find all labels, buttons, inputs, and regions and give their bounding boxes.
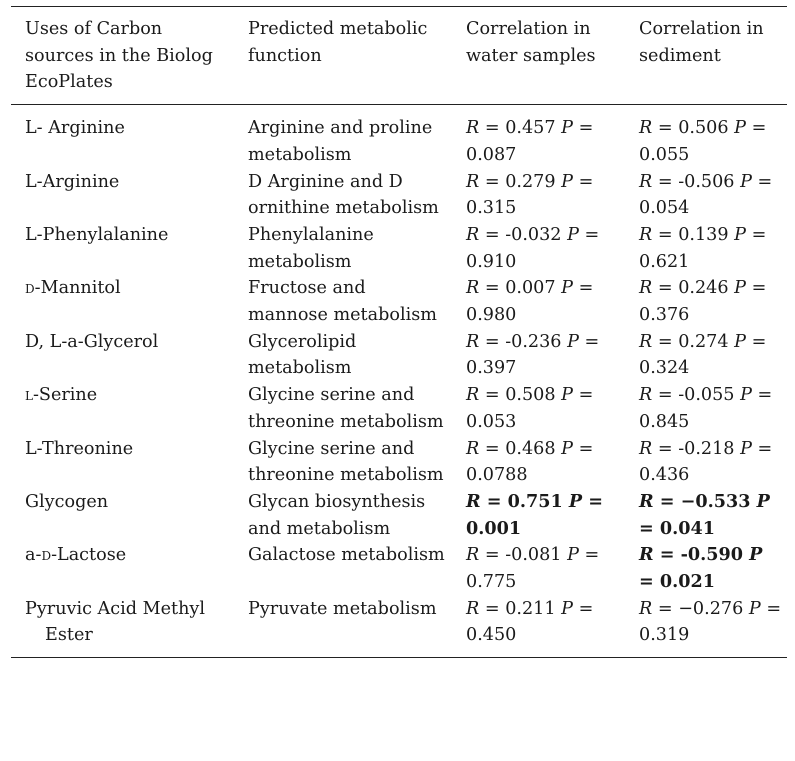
- r-symbol: R: [466, 545, 480, 566]
- r-value: -0.218: [678, 438, 735, 459]
- table-header-row: [11, 7, 787, 104]
- r-symbol: R: [639, 438, 653, 459]
- cell-correlation-water: R = 0.279 P = 0.315: [466, 171, 594, 219]
- p-symbol: P: [561, 171, 573, 192]
- cell-correlation-sediment: R = −0.533 P = 0.041: [639, 490, 770, 539]
- p-value: 0.436: [639, 465, 690, 486]
- p-value: 0.315: [466, 198, 517, 219]
- p-symbol: P: [740, 385, 752, 406]
- carbon-source-prefix: d: [25, 278, 35, 299]
- cell-carbon-source: [11, 115, 234, 168]
- carbon-source-name: L-Phenylalanine: [25, 224, 169, 245]
- cell-correlation-water: R = -0.032 P = 0.910: [466, 224, 600, 272]
- table-row: [11, 115, 787, 168]
- cell-correlation-water: R = -0.081 P = 0.775: [466, 545, 600, 593]
- p-symbol: P: [740, 438, 752, 459]
- carbon-source-name: L- Arginine: [25, 118, 125, 139]
- p-symbol: P: [561, 385, 573, 406]
- r-value: 0.508: [505, 385, 556, 406]
- p-value: 0.621: [639, 251, 690, 272]
- cell-carbon-source: [11, 222, 234, 275]
- carbon-source-name: L-Arginine: [25, 171, 120, 192]
- cell-carbon-source: [11, 489, 234, 542]
- r-symbol: R: [466, 278, 480, 299]
- cell-correlation-sediment: R = −0.276 P = 0.319: [639, 598, 782, 646]
- cell-correlation-water: R = 0.457 P = 0.087: [466, 118, 594, 165]
- r-symbol: R: [466, 224, 480, 245]
- table-row: [11, 542, 787, 595]
- p-value: 0.397: [466, 358, 517, 379]
- r-value: -0.081: [505, 545, 562, 566]
- p-value: 0.055: [639, 144, 690, 165]
- cell-carbon-source: [11, 382, 234, 435]
- table-body: [11, 105, 787, 657]
- cell-carbon-source: [11, 329, 234, 382]
- r-value: 0.279: [505, 171, 556, 192]
- p-value: 0.319: [639, 625, 690, 646]
- cell-metabolic-function: Galactose metabolism: [248, 545, 445, 566]
- p-symbol: P: [734, 224, 746, 245]
- r-value: 0.457: [505, 118, 556, 139]
- r-symbol: R: [639, 118, 653, 139]
- r-symbol: R: [639, 544, 654, 566]
- p-value: 0.001: [466, 517, 522, 539]
- p-value: 0.087: [466, 144, 517, 165]
- r-symbol: R: [466, 490, 481, 512]
- cell-carbon-source: [11, 436, 234, 489]
- r-symbol: R: [639, 490, 654, 512]
- carbon-source-name: D, L-a-Glycerol: [25, 331, 159, 352]
- p-symbol: P: [748, 598, 761, 619]
- r-value: −0.276: [678, 598, 744, 619]
- r-value: 0.139: [678, 224, 729, 245]
- p-symbol: P: [561, 598, 573, 619]
- r-value: 0.506: [678, 118, 729, 139]
- p-symbol: P: [561, 438, 573, 459]
- cell-carbon-source: [11, 275, 234, 328]
- header-metabolic-function: Predicted metabolic function: [248, 19, 428, 66]
- p-value: 0.775: [466, 572, 517, 593]
- cell-correlation-water: R = 0.508 P = 0.053: [466, 385, 594, 432]
- r-symbol: R: [639, 224, 653, 245]
- carbon-source-name: Pyruvic Acid Methyl Ester: [25, 598, 205, 646]
- cell-correlation-water: R = 0.751 P = 0.001: [466, 490, 603, 539]
- r-value: 0.007: [505, 278, 556, 299]
- r-value: 0.211: [505, 598, 556, 619]
- cell-metabolic-function: D Arginine and D ornithine metabolism: [248, 171, 439, 219]
- r-value: 0.468: [505, 438, 556, 459]
- table-row: [11, 489, 787, 542]
- r-symbol: R: [639, 385, 653, 406]
- cell-correlation-sediment: R = -0.055 P = 0.845: [639, 385, 773, 432]
- r-value: 0.751: [507, 490, 563, 512]
- p-symbol: P: [567, 224, 579, 245]
- header-correlation-sediment: Correlation in sediment: [639, 19, 764, 66]
- r-symbol: R: [639, 278, 653, 299]
- cell-carbon-source: [11, 542, 234, 595]
- r-symbol: R: [639, 331, 653, 352]
- carbon-source-prefix: l: [25, 385, 33, 406]
- p-symbol: P: [756, 490, 770, 512]
- carbon-source-name: -Serine: [32, 385, 98, 406]
- p-symbol: P: [567, 331, 579, 352]
- p-value: 0.980: [466, 305, 517, 326]
- cell-metabolic-function: Fructose and mannose metabolism: [248, 278, 437, 326]
- cell-metabolic-function: Glycerolipid metabolism: [248, 331, 357, 379]
- table-row: [11, 382, 787, 435]
- carbon-source-name: Glycogen: [25, 491, 109, 512]
- carbon-source-name: L-Threonine: [25, 438, 134, 459]
- header-correlation-water: Correlation in water samples: [466, 19, 596, 66]
- carbon-source-prefix: d: [41, 545, 52, 566]
- table-row: [11, 436, 787, 489]
- p-value: 0.450: [466, 625, 517, 646]
- header-carbon-source: Uses of Carbon sources in the Biolog EcoPlates: [25, 19, 213, 93]
- table-bottom-rule: [11, 657, 787, 658]
- cell-correlation-sediment: R = -0.590 P = 0.021: [639, 544, 763, 593]
- cell-carbon-source: [11, 596, 234, 649]
- p-symbol: P: [561, 118, 573, 139]
- r-symbol: R: [639, 171, 653, 192]
- p-symbol: P: [734, 331, 746, 352]
- carbon-source-name: -Lactose: [51, 545, 127, 566]
- cell-correlation-water: R = -0.236 P = 0.397: [466, 331, 600, 379]
- p-value: 0.054: [639, 198, 690, 219]
- p-value: 0.041: [659, 517, 715, 539]
- carbon-source-prefix-a: a-: [25, 545, 42, 566]
- p-symbol: P: [734, 118, 746, 139]
- table-row: [11, 596, 787, 649]
- cell-metabolic-function: Phenylalanine metabolism: [248, 224, 374, 272]
- cell-correlation-sediment: R = 0.506 P = 0.055: [639, 118, 767, 165]
- p-value: 0.324: [639, 358, 690, 379]
- r-value: 0.274: [678, 331, 729, 352]
- cell-correlation-sediment: R = 0.274 P = 0.324: [639, 331, 767, 379]
- r-value: -0.590: [680, 544, 744, 566]
- p-value: 0.0788: [466, 465, 528, 486]
- cell-correlation-sediment: R = -0.218 P = 0.436: [639, 438, 773, 486]
- table-row: [11, 222, 787, 275]
- cell-correlation-sediment: R = -0.506 P = 0.054: [639, 171, 773, 219]
- table-row: [11, 169, 787, 222]
- cell-carbon-source: [11, 169, 234, 222]
- cell-metabolic-function: Glycine serine and threonine metabolism: [248, 385, 444, 432]
- r-symbol: R: [466, 171, 480, 192]
- p-symbol: P: [734, 278, 746, 299]
- p-value: 0.021: [659, 571, 715, 593]
- p-symbol: P: [749, 544, 763, 566]
- cell-metabolic-function: Arginine and proline metabolism: [248, 118, 433, 165]
- r-symbol: R: [466, 438, 480, 459]
- r-value: -0.506: [678, 171, 735, 192]
- p-value: 0.053: [466, 411, 517, 432]
- cell-metabolic-function: Pyruvate metabolism: [248, 598, 437, 619]
- cell-correlation-sediment: R = 0.139 P = 0.621: [639, 224, 767, 272]
- cell-correlation-water: R = 0.468 P = 0.0788: [466, 438, 594, 486]
- cell-metabolic-function: Glycan biosynthesis and metabolism: [248, 491, 426, 539]
- r-symbol: R: [466, 598, 480, 619]
- r-value: -0.032: [505, 224, 562, 245]
- r-value: -0.055: [678, 385, 735, 406]
- p-value: 0.845: [639, 411, 690, 432]
- r-value: -0.236: [505, 331, 562, 352]
- p-symbol: P: [567, 545, 579, 566]
- carbon-source-name: -Mannitol: [34, 278, 121, 299]
- p-symbol: P: [561, 278, 573, 299]
- r-value: −0.533: [680, 490, 751, 512]
- p-symbol: P: [568, 490, 583, 512]
- table-row: [11, 275, 787, 328]
- r-symbol: R: [639, 598, 653, 619]
- data-table: [11, 6, 787, 658]
- r-symbol: R: [466, 331, 480, 352]
- table-row: [11, 329, 787, 382]
- cell-correlation-water: R = 0.007 P = 0.980: [466, 278, 594, 326]
- p-value: 0.910: [466, 251, 517, 272]
- cell-metabolic-function: Glycine serine and threonine metabolism: [248, 438, 444, 486]
- r-symbol: R: [466, 118, 480, 139]
- p-symbol: P: [740, 171, 752, 192]
- cell-correlation-water: R = 0.211 P = 0.450: [466, 598, 594, 646]
- cell-correlation-sediment: R = 0.246 P = 0.376: [639, 278, 767, 326]
- p-value: 0.376: [639, 305, 690, 326]
- r-symbol: R: [466, 385, 480, 406]
- r-value: 0.246: [678, 278, 729, 299]
